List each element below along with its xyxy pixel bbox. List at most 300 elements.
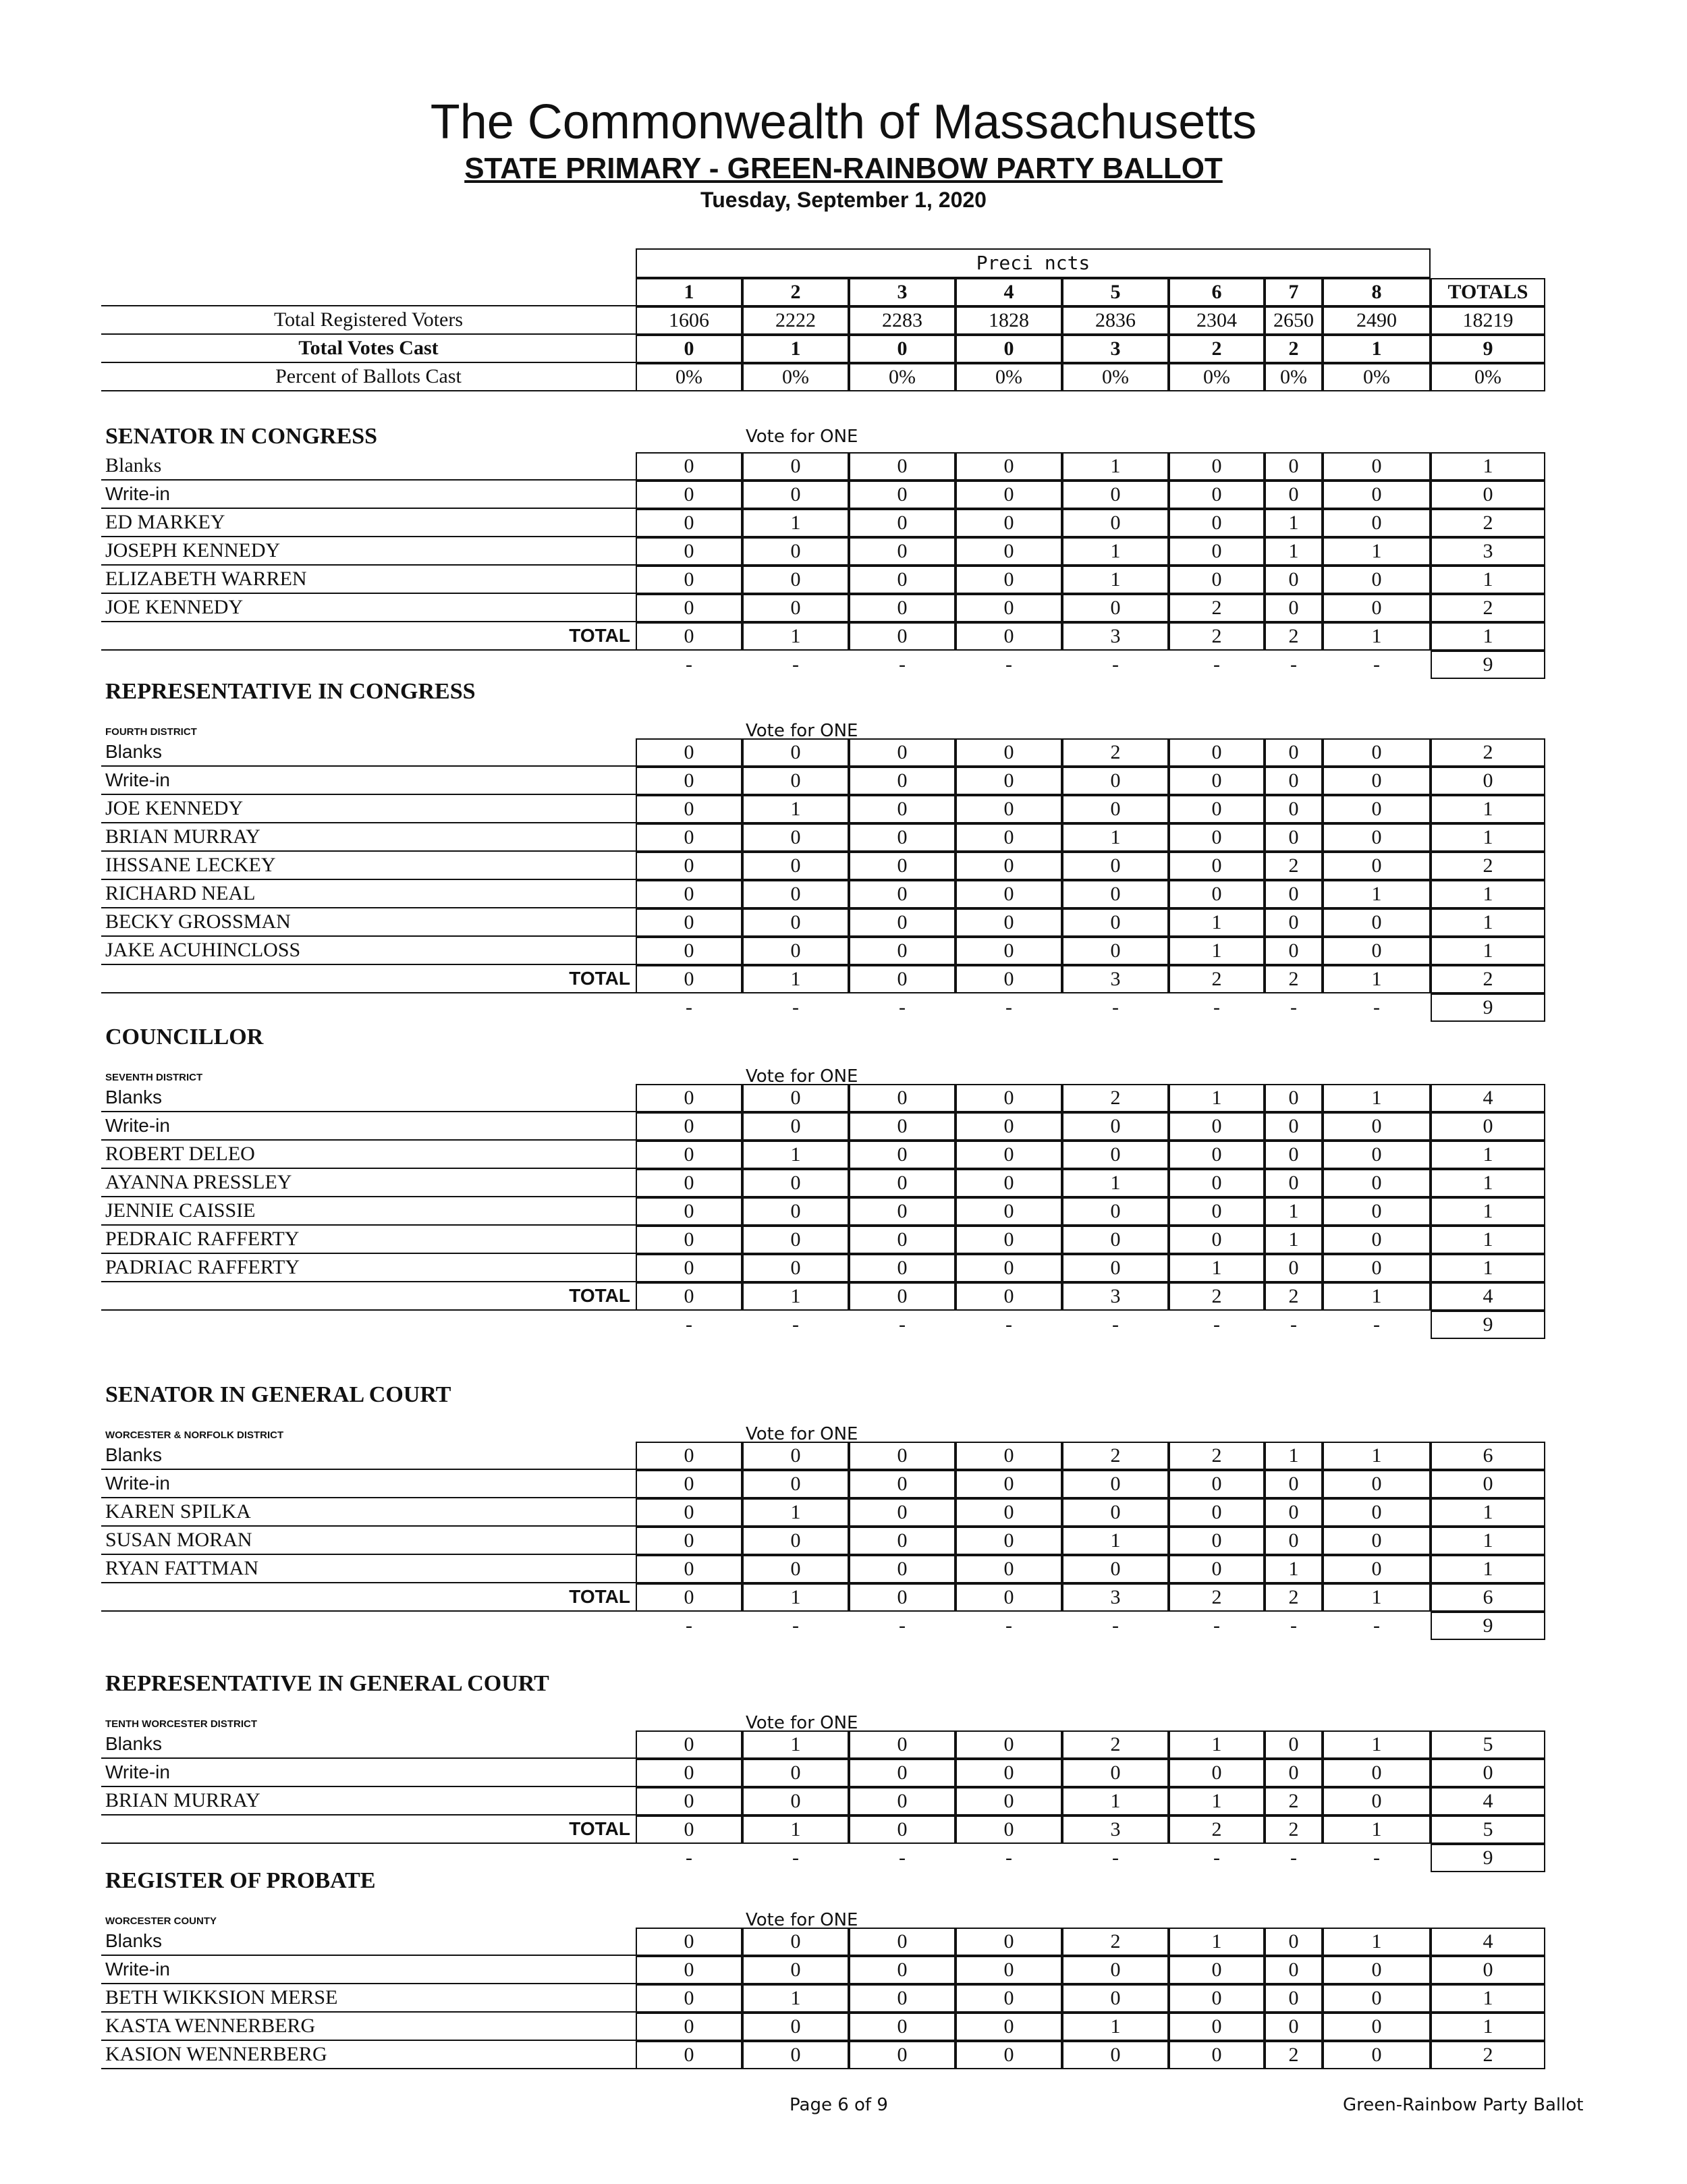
race-title: SENATOR IN GENERAL COURT	[105, 1382, 451, 1407]
precinct-number-header: 1	[636, 278, 742, 306]
vote-cell: 0	[849, 481, 956, 509]
vote-for-label: Vote for ONE	[746, 1713, 858, 1733]
race-total-label: TOTAL	[101, 622, 636, 651]
vote-cell: 0	[849, 452, 956, 481]
vote-cell: 0	[1169, 452, 1265, 481]
race-total-cell: 3	[1062, 965, 1169, 993]
vote-cell: 0	[1062, 1956, 1169, 1984]
candidate-total-cell: 0	[1431, 767, 1545, 795]
vote-cell: 1	[1169, 1254, 1265, 1282]
precinct-number-header: 2	[742, 278, 849, 306]
summary-cell: 2304	[1169, 306, 1265, 335]
vote-cell: 1	[1169, 1928, 1265, 1956]
race-total-cell: 1	[742, 965, 849, 993]
vote-cell: 0	[1062, 481, 1169, 509]
dash-cell: -	[1005, 1847, 1012, 1869]
vote-cell: 1	[742, 509, 849, 537]
vote-cell: 1	[1323, 880, 1431, 908]
dash-cell: -	[1005, 996, 1012, 1018]
candidate-total-cell: 1	[1431, 1169, 1545, 1197]
vote-cell: 0	[1169, 1226, 1265, 1254]
vote-cell: 0	[1062, 1226, 1169, 1254]
race-title: REPRESENTATIVE IN GENERAL COURT	[105, 1671, 549, 1696]
vote-cell: 0	[1169, 880, 1265, 908]
candidate-label: IHSSANE LECKEY	[101, 852, 636, 880]
race-total-cell: 1	[1323, 1282, 1431, 1311]
candidate-total-cell: 4	[1431, 1928, 1545, 1956]
dash-cell: -	[1213, 1313, 1220, 1336]
vote-cell: 0	[1169, 823, 1265, 852]
candidate-total-cell: 0	[1431, 1759, 1545, 1787]
vote-cell: 1	[1169, 1084, 1265, 1112]
vote-cell: 0	[636, 795, 742, 823]
race-total-cell: 0	[849, 1816, 956, 1844]
vote-cell: 0	[1323, 2041, 1431, 2069]
vote-cell: 0	[956, 1527, 1062, 1555]
vote-cell: 0	[1265, 1169, 1323, 1197]
vote-cell: 0	[1323, 1470, 1431, 1498]
vote-cell: 0	[956, 1956, 1062, 1984]
race-total-cell: 2	[1265, 1816, 1323, 1844]
dash-cell: -	[1112, 653, 1119, 676]
candidate-total-cell: 1	[1431, 823, 1545, 852]
dash-cell: -	[899, 1614, 906, 1637]
vote-cell: 0	[742, 537, 849, 566]
vote-cell: 0	[1169, 509, 1265, 537]
vote-cell: 0	[636, 566, 742, 594]
vote-cell: 0	[1323, 852, 1431, 880]
vote-cell: 0	[742, 566, 849, 594]
race-total-cell: 1	[1323, 1816, 1431, 1844]
vote-cell: 1	[742, 1730, 849, 1759]
race-total-cell: 0	[636, 622, 742, 651]
vote-cell: 1	[742, 1498, 849, 1527]
race-total-label: TOTAL	[101, 1816, 636, 1844]
summary-cell: 2	[1169, 335, 1265, 363]
candidate-label: JOSEPH KENNEDY	[101, 537, 636, 566]
candidate-label: ED MARKEY	[101, 509, 636, 537]
summary-cell: 0	[849, 335, 956, 363]
vote-cell: 0	[956, 594, 1062, 622]
race-total-cell: 0	[956, 1282, 1062, 1311]
dash-cell: -	[1213, 996, 1220, 1018]
vote-cell: 0	[742, 1555, 849, 1583]
vote-cell: 0	[956, 1498, 1062, 1527]
vote-cell: 0	[956, 1197, 1062, 1226]
candidate-total-cell: 1	[1431, 1226, 1545, 1254]
vote-cell: 0	[956, 566, 1062, 594]
race-total-label: TOTAL	[101, 965, 636, 993]
vote-cell: 0	[1265, 594, 1323, 622]
vote-cell: 0	[849, 937, 956, 965]
candidate-total-cell: 4	[1431, 1787, 1545, 1816]
candidate-label: BRIAN MURRAY	[101, 1787, 636, 1816]
vote-cell: 0	[1265, 1527, 1323, 1555]
vote-cell: 0	[849, 1928, 956, 1956]
candidate-label: Blanks	[101, 1442, 636, 1470]
vote-cell: 0	[1169, 1470, 1265, 1498]
dash-cell: -	[1290, 1313, 1297, 1336]
ballot-subtitle: STATE PRIMARY - GREEN-RAINBOW PARTY BALLOT	[464, 152, 1223, 185]
race-total-sum: 6	[1431, 1583, 1545, 1612]
vote-cell: 0	[849, 738, 956, 767]
candidate-total-cell: 1	[1431, 1197, 1545, 1226]
precincts-header: Preci ncts	[636, 248, 1431, 278]
candidate-total-cell: 1	[1431, 937, 1545, 965]
race-total-cell: 0	[849, 965, 956, 993]
vote-cell: 0	[849, 594, 956, 622]
vote-cell: 0	[956, 1226, 1062, 1254]
vote-cell: 0	[636, 937, 742, 965]
vote-cell: 0	[742, 1197, 849, 1226]
summary-cell: 1	[742, 335, 849, 363]
vote-cell: 0	[1265, 1141, 1323, 1169]
vote-cell: 1	[1323, 1084, 1431, 1112]
vote-cell: 0	[849, 566, 956, 594]
vote-cell: 0	[956, 1984, 1062, 2013]
vote-cell: 0	[1062, 880, 1169, 908]
summary-cell: 0%	[1323, 363, 1431, 391]
vote-cell: 0	[849, 509, 956, 537]
vote-cell: 0	[1265, 566, 1323, 594]
summary-total-cell: 0%	[1431, 363, 1545, 391]
vote-cell: 1	[1265, 1555, 1323, 1583]
candidate-total-cell: 1	[1431, 1254, 1545, 1282]
race-total-sum: 2	[1431, 965, 1545, 993]
vote-cell: 1	[1265, 509, 1323, 537]
vote-cell: 0	[849, 1112, 956, 1141]
candidate-label: ELIZABETH WARREN	[101, 566, 636, 594]
vote-cell: 0	[1323, 1956, 1431, 1984]
summary-cell: 1	[1323, 335, 1431, 363]
vote-cell: 0	[742, 1928, 849, 1956]
vote-cell: 0	[1265, 823, 1323, 852]
vote-cell: 0	[956, 1470, 1062, 1498]
vote-cell: 0	[1265, 1470, 1323, 1498]
vote-cell: 0	[636, 852, 742, 880]
vote-cell: 0	[636, 1730, 742, 1759]
race-district: TENTH WORCESTER DISTRICT	[105, 1718, 257, 1730]
precinct-number-header: 3	[849, 278, 956, 306]
vote-cell: 0	[849, 1787, 956, 1816]
race-total-label: TOTAL	[101, 1282, 636, 1311]
race-total-cell: 2	[1265, 1282, 1323, 1311]
vote-cell: 0	[1265, 1928, 1323, 1956]
candidate-label: Write-in	[101, 1470, 636, 1498]
vote-cell: 2	[1169, 1442, 1265, 1470]
vote-cell: 0	[636, 537, 742, 566]
race-total-cell: 1	[742, 1282, 849, 1311]
vote-cell: 0	[1169, 566, 1265, 594]
race-total-sum: 4	[1431, 1282, 1545, 1311]
vote-cell: 2	[1062, 1084, 1169, 1112]
vote-cell: 1	[1062, 537, 1169, 566]
vote-cell: 0	[1323, 1555, 1431, 1583]
vote-cell: 0	[956, 537, 1062, 566]
candidate-label: JOE KENNEDY	[101, 594, 636, 622]
vote-cell: 0	[849, 1254, 956, 1282]
summary-cell: 2283	[849, 306, 956, 335]
vote-cell: 0	[742, 2013, 849, 2041]
vote-cell: 0	[1265, 767, 1323, 795]
vote-cell: 0	[956, 2041, 1062, 2069]
vote-cell: 0	[1265, 937, 1323, 965]
vote-cell: 0	[1062, 2041, 1169, 2069]
vote-cell: 2	[1062, 1442, 1169, 1470]
race-total-sum: 1	[1431, 622, 1545, 651]
candidate-label: Blanks	[101, 1730, 636, 1759]
vote-cell: 0	[1062, 852, 1169, 880]
vote-cell: 2	[1169, 594, 1265, 622]
summary-cell: 0%	[849, 363, 956, 391]
precinct-number-header: 7	[1265, 278, 1323, 306]
vote-cell: 0	[1169, 1169, 1265, 1197]
precinct-number-header: 8	[1323, 278, 1431, 306]
vote-cell: 0	[636, 1759, 742, 1787]
vote-cell: 0	[956, 908, 1062, 937]
vote-cell: 1	[1323, 1730, 1431, 1759]
race-total-cell: 2	[1169, 1816, 1265, 1844]
candidate-total-cell: 1	[1431, 795, 1545, 823]
vote-cell: 0	[956, 1555, 1062, 1583]
vote-cell: 1	[1265, 1226, 1323, 1254]
vote-cell: 0	[636, 1197, 742, 1226]
candidate-total-cell: 0	[1431, 1470, 1545, 1498]
vote-cell: 0	[1062, 509, 1169, 537]
vote-cell: 0	[742, 2041, 849, 2069]
vote-cell: 0	[1265, 481, 1323, 509]
race-total-cell: 3	[1062, 1583, 1169, 1612]
vote-cell: 0	[956, 1169, 1062, 1197]
vote-cell: 0	[742, 594, 849, 622]
candidate-label: Write-in	[101, 1759, 636, 1787]
vote-cell: 0	[1323, 1169, 1431, 1197]
vote-cell: 0	[956, 452, 1062, 481]
vote-cell: 0	[636, 2013, 742, 2041]
vote-cell: 0	[849, 537, 956, 566]
vote-cell: 0	[1323, 452, 1431, 481]
precinct-number-header: 5	[1062, 278, 1169, 306]
candidate-total-cell: 0	[1431, 1112, 1545, 1141]
vote-cell: 2	[1062, 738, 1169, 767]
race-total-cell: 2	[1265, 965, 1323, 993]
race-total-cell: 0	[956, 1816, 1062, 1844]
vote-cell: 0	[1169, 1956, 1265, 1984]
dash-cell: -	[792, 1614, 799, 1637]
vote-cell: 0	[1265, 1730, 1323, 1759]
summary-cell: 2222	[742, 306, 849, 335]
candidate-label: Write-in	[101, 481, 636, 509]
vote-cell: 0	[636, 1169, 742, 1197]
candidate-label: SUSAN MORAN	[101, 1527, 636, 1555]
vote-cell: 0	[742, 1084, 849, 1112]
candidate-label: PADRIAC RAFFERTY	[101, 1254, 636, 1282]
vote-cell: 0	[1169, 738, 1265, 767]
vote-cell: 0	[1169, 1984, 1265, 2013]
candidate-total-cell: 6	[1431, 1442, 1545, 1470]
vote-cell: 0	[1062, 1498, 1169, 1527]
vote-cell: 0	[636, 1084, 742, 1112]
grand-total-cell: 9	[1431, 1844, 1545, 1872]
vote-cell: 0	[1323, 1498, 1431, 1527]
candidate-total-cell: 4	[1431, 1084, 1545, 1112]
vote-cell: 0	[742, 767, 849, 795]
vote-cell: 0	[1062, 1470, 1169, 1498]
vote-cell: 0	[1062, 795, 1169, 823]
vote-cell: 0	[636, 481, 742, 509]
dash-cell: -	[1005, 1614, 1012, 1637]
vote-cell: 0	[742, 738, 849, 767]
vote-cell: 0	[1169, 795, 1265, 823]
vote-cell: 0	[742, 1442, 849, 1470]
vote-cell: 0	[849, 908, 956, 937]
summary-cell: 0%	[636, 363, 742, 391]
vote-cell: 0	[849, 1730, 956, 1759]
dash-cell: -	[1290, 1847, 1297, 1869]
vote-cell: 0	[636, 1956, 742, 1984]
race-total-cell: 2	[1265, 1583, 1323, 1612]
vote-cell: 0	[742, 452, 849, 481]
vote-cell: 0	[849, 1984, 956, 2013]
totals-header: TOTALS	[1431, 278, 1545, 306]
candidate-total-cell: 0	[1431, 1956, 1545, 1984]
vote-cell: 0	[742, 481, 849, 509]
race-total-cell: 2	[1169, 965, 1265, 993]
race-total-cell: 0	[849, 622, 956, 651]
vote-cell: 0	[956, 1787, 1062, 1816]
vote-cell: 0	[1062, 1984, 1169, 2013]
vote-cell: 2	[1265, 852, 1323, 880]
vote-cell: 0	[1323, 481, 1431, 509]
candidate-total-cell: 5	[1431, 1730, 1545, 1759]
race-total-cell: 1	[742, 622, 849, 651]
candidate-total-cell: 3	[1431, 537, 1545, 566]
vote-cell: 0	[636, 509, 742, 537]
candidate-total-cell: 0	[1431, 481, 1545, 509]
dash-cell: -	[1112, 1313, 1119, 1336]
race-total-cell: 1	[1323, 1583, 1431, 1612]
summary-total-cell: 18219	[1431, 306, 1545, 335]
candidate-total-cell: 1	[1431, 1527, 1545, 1555]
vote-cell: 0	[1169, 2041, 1265, 2069]
vote-cell: 0	[956, 767, 1062, 795]
vote-cell: 0	[1265, 880, 1323, 908]
vote-cell: 1	[742, 1984, 849, 2013]
vote-cell: 0	[1169, 767, 1265, 795]
dash-cell: -	[686, 1614, 692, 1637]
dash-cell: -	[1112, 1614, 1119, 1637]
race-total-sum: 5	[1431, 1816, 1545, 1844]
vote-cell: 0	[1265, 452, 1323, 481]
vote-cell: 0	[956, 823, 1062, 852]
race-total-cell: 0	[956, 965, 1062, 993]
dash-cell: -	[1213, 653, 1220, 676]
vote-cell: 0	[956, 880, 1062, 908]
vote-cell: 0	[636, 738, 742, 767]
vote-cell: 0	[956, 1442, 1062, 1470]
candidate-label: Blanks	[101, 1084, 636, 1112]
vote-cell: 0	[849, 1169, 956, 1197]
vote-cell: 0	[956, 738, 1062, 767]
summary-cell: 0%	[956, 363, 1062, 391]
vote-cell: 0	[1265, 2013, 1323, 2041]
vote-cell: 0	[1169, 2013, 1265, 2041]
candidate-total-cell: 1	[1431, 566, 1545, 594]
summary-cell: 0%	[1265, 363, 1323, 391]
candidate-total-cell: 1	[1431, 908, 1545, 937]
candidate-total-cell: 2	[1431, 738, 1545, 767]
grand-total-cell: 9	[1431, 1612, 1545, 1640]
vote-for-label: Vote for ONE	[746, 1066, 858, 1087]
vote-cell: 0	[1323, 1141, 1431, 1169]
race-total-cell: 0	[849, 1583, 956, 1612]
dash-cell: -	[1005, 1313, 1012, 1336]
dash-cell: -	[1112, 996, 1119, 1018]
vote-cell: 1	[1169, 1730, 1265, 1759]
vote-cell: 0	[1265, 1984, 1323, 2013]
vote-cell: 0	[1062, 1141, 1169, 1169]
vote-cell: 0	[1169, 1112, 1265, 1141]
race-title: COUNCILLOR	[105, 1025, 264, 1049]
candidate-label: ROBERT DELEO	[101, 1141, 636, 1169]
vote-cell: 0	[636, 1555, 742, 1583]
vote-cell: 1	[1169, 937, 1265, 965]
summary-cell: 0%	[1062, 363, 1169, 391]
vote-cell: 0	[636, 908, 742, 937]
vote-cell: 0	[1169, 1141, 1265, 1169]
vote-cell: 1	[1062, 823, 1169, 852]
vote-cell: 0	[1062, 908, 1169, 937]
race-district: WORCESTER COUNTY	[105, 1915, 217, 1927]
vote-cell: 0	[1323, 767, 1431, 795]
grand-total-cell: 9	[1431, 1311, 1545, 1339]
vote-cell: 0	[1265, 1112, 1323, 1141]
race-total-cell: 2	[1169, 1583, 1265, 1612]
candidate-label: KASTA WENNERBERG	[101, 2013, 636, 2041]
vote-cell: 0	[1265, 1759, 1323, 1787]
vote-cell: 1	[1062, 452, 1169, 481]
candidate-total-cell: 1	[1431, 1984, 1545, 2013]
vote-cell: 1	[1265, 1197, 1323, 1226]
race-total-cell: 3	[1062, 1816, 1169, 1844]
race-total-cell: 2	[1265, 622, 1323, 651]
vote-cell: 0	[1323, 1759, 1431, 1787]
grand-total-cell: 9	[1431, 993, 1545, 1022]
vote-cell: 0	[742, 908, 849, 937]
vote-cell: 0	[1323, 1984, 1431, 2013]
dash-cell: -	[899, 653, 906, 676]
vote-for-label: Vote for ONE	[746, 1424, 858, 1444]
vote-cell: 0	[849, 1442, 956, 1470]
election-date: Tuesday, September 1, 2020	[700, 188, 987, 212]
vote-cell: 0	[849, 795, 956, 823]
candidate-total-cell: 2	[1431, 509, 1545, 537]
dash-cell: -	[686, 996, 692, 1018]
dash-cell: -	[792, 653, 799, 676]
candidate-total-cell: 1	[1431, 1555, 1545, 1583]
dash-cell: -	[1373, 653, 1380, 676]
vote-cell: 0	[1062, 937, 1169, 965]
vote-cell: 1	[1323, 1928, 1431, 1956]
vote-cell: 0	[636, 823, 742, 852]
vote-cell: 0	[849, 1141, 956, 1169]
vote-cell: 0	[742, 1759, 849, 1787]
vote-cell: 0	[636, 2041, 742, 2069]
summary-cell: 0	[956, 335, 1062, 363]
dash-cell: -	[792, 1313, 799, 1336]
vote-cell: 0	[742, 1470, 849, 1498]
vote-cell: 0	[849, 1759, 956, 1787]
